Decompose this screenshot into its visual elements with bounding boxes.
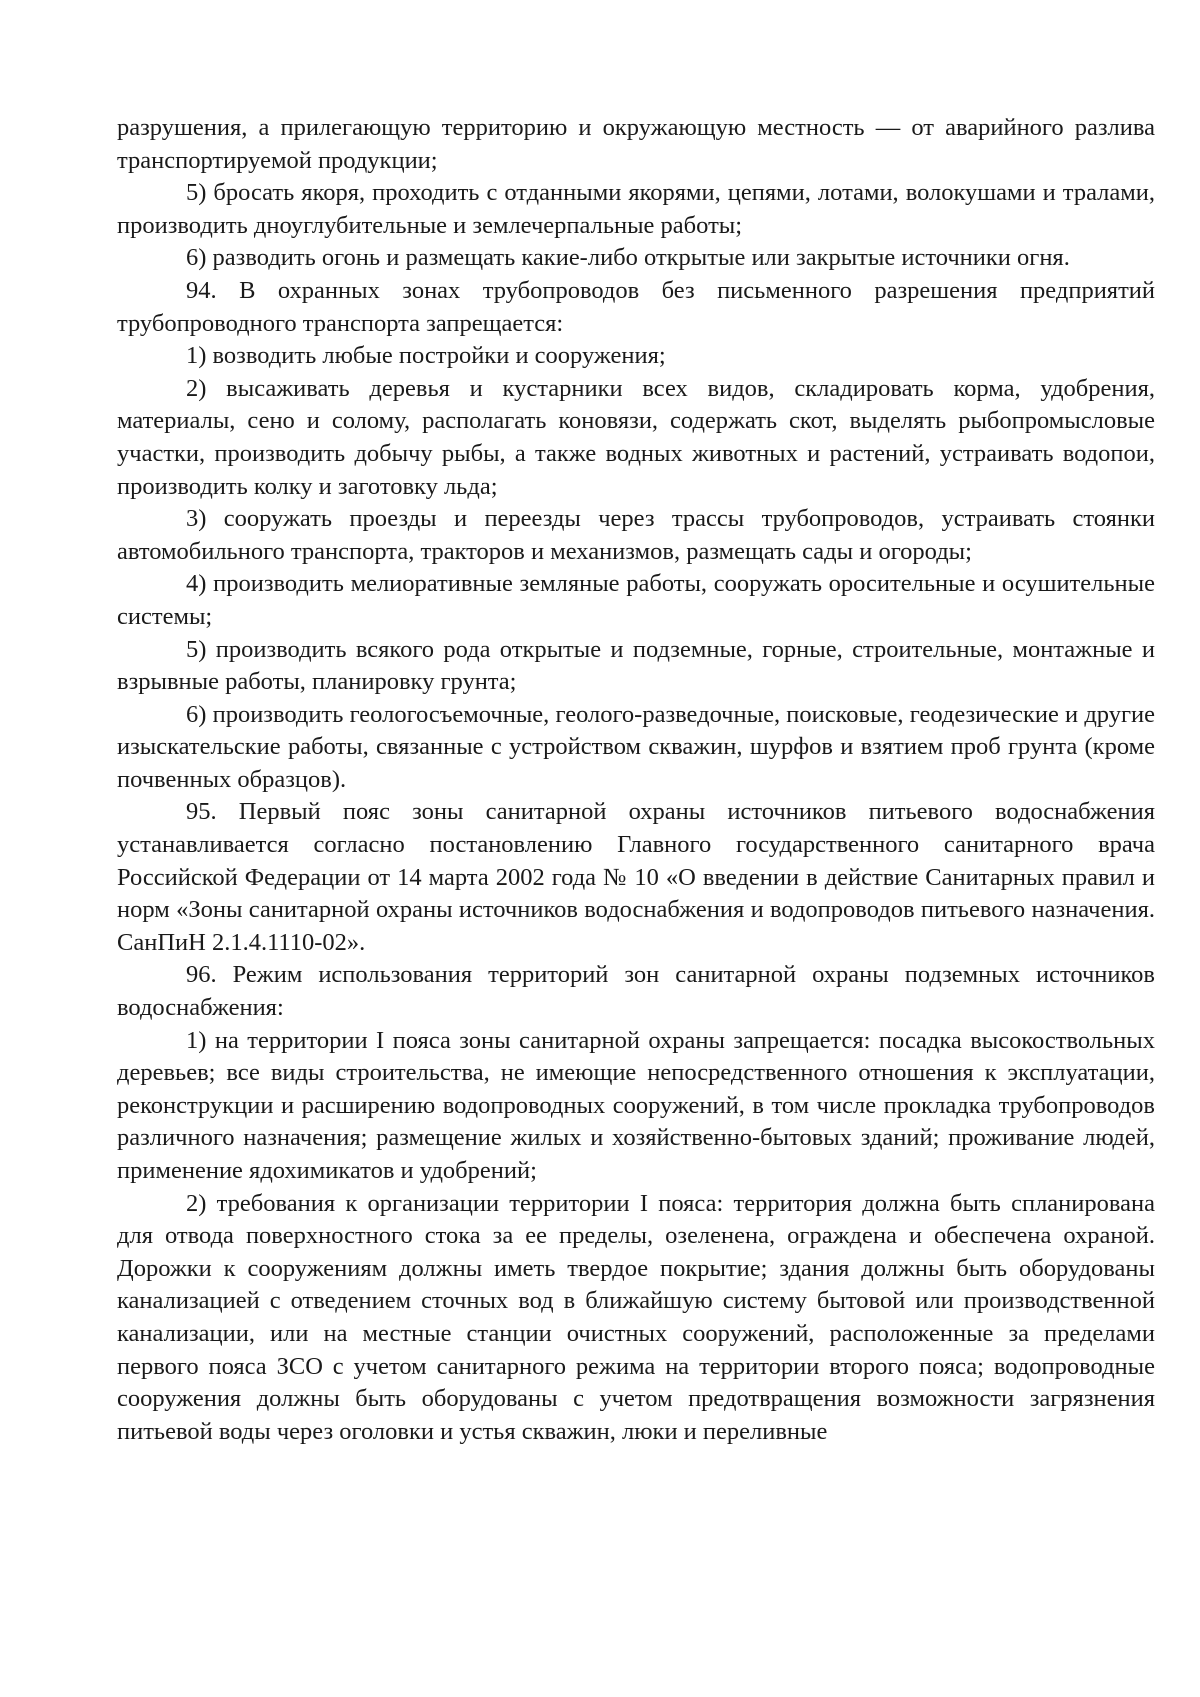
paragraph-94: 94. В охранных зонах трубопроводов без письменного разрешения предприятий трубопроводного транспорта запрещается:	[117, 276, 1155, 337]
paragraph-item-5-anchors: 5) бросать якоря, проходить с отданными якорями, цепями, лотами, волокушами и тралами, производить дноуглубительные и землечерпальные работы;	[117, 179, 1155, 239]
paragraph-94-item-3: 3) сооружать проезды и переезды через трассы трубопроводов, устраивать стоянки автомобильного транспорта, тракторов и механизмов, размещать сады и огороды;	[117, 505, 1155, 565]
paragraph-94-item-1: 1) возводить любые постройки и сооружения;	[186, 342, 666, 370]
paragraph-94-item-5: 5) производить всякого рода открытые и подземные, горные, строительные, монтажные и взрывные работы, планировку грунта;	[117, 635, 1155, 696]
paragraph-94-item-6: 6) производить геологосъемочные, геолого-разведочные, поисковые, геодезические и другие изыскательские работы, связанные с устройством скважин, шурфов и взятием проб грунта (кроме почвенных образцов).	[117, 700, 1155, 793]
paragraph-continuation: разрушения, а прилегающую территорию и окружающую местность — от аварийного разлива транспортируемой продукции;	[117, 114, 1155, 174]
paragraph-96-item-1: 1) на территории I пояса зоны санитарной охраны запрещается: посадка высокоствольных деревьев; все виды строительства, не имеющие непосредственного отношения к эксплуатации, реконструкции и расширению водопроводных сооружений, в том числе прокладка трубопроводов различного назначения; размещение жилых и хозяйственно-бытовых зданий; проживание людей, применение ядохимикатов и удобрений;	[117, 1026, 1155, 1184]
paragraph-96-item-2: 2) требования к организации территории I пояса: территория должна быть спланирована для отвода поверхностного стока за ее пределы, озеленена, ограждена и обеспечена охраной. Дорожки к сооружениям должны иметь твердое покрытие; здания должны быть оборудованы канализацией с отведением сточных вод в ближайшую систему бытовой или производственной канализации, или на местные станции очистных сооружений, расположенные за пределами первого пояса ЗСО с учетом санитарного режима на территории второго пояса; водопроводные сооружения должны быть оборудованы с учетом предотвращения возможности загрязнения питьевой воды через оголовки и устья скважин, люки и переливные	[117, 1189, 1155, 1445]
paragraph-94-item-4: 4) производить мелиоративные земляные работы, сооружать оросительные и осушительные системы;	[117, 570, 1155, 630]
paragraph-96: 96. Режим использования территорий зон санитарной охраны подземных источников водоснабжения:	[117, 961, 1155, 1022]
paragraph-95: 95. Первый пояс зоны санитарной охраны источников питьевого водоснабжения устанавливается согласно постановлению Главного государственного санитарного врача Российской Федерации от 14 марта 2002 года № 10 «О введении в действие Санитарных правил и норм «Зоны санитарной охраны источников водоснабжения и водопроводов питьевого назначения. СанПиН 2.1.4.1110-02».	[117, 798, 1155, 956]
document-page	[117, 112, 1155, 1448]
paragraph-item-6-fire: 6) разводить огонь и размещать какие-либо открытые или закрытые источники огня.	[186, 244, 1070, 272]
paragraph-94-item-2: 2) высаживать деревья и кустарники всех видов, складировать корма, удобрения, материалы, сено и солому, располагать коновязи, содержать скот, выделять рыбопромысловые участки, производить добычу рыбы, а также водных животных и растений, устраивать водопои, производить колку и заготовку льда;	[117, 374, 1155, 500]
